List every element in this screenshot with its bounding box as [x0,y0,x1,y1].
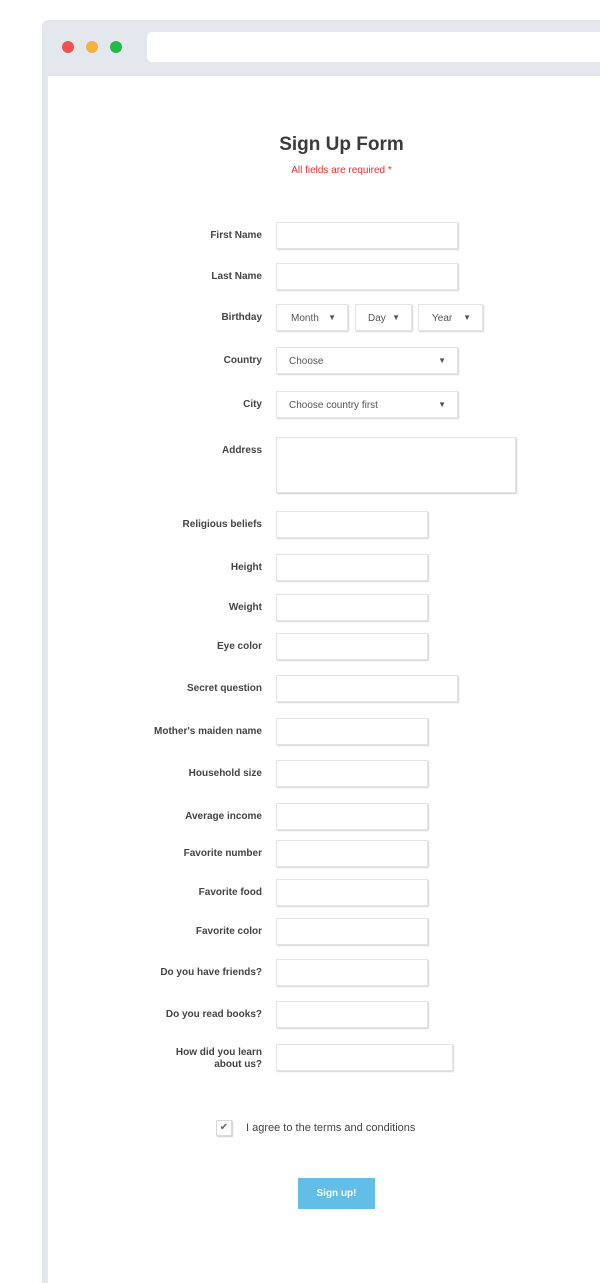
first-name-input[interactable] [276,222,458,249]
average-income-label: Average income [185,811,262,822]
mothers-maiden-name-label: Mother's maiden name [154,726,262,737]
city-label: City [243,399,262,410]
country-value: Choose [289,356,324,367]
learn-about-us-label-line1: How did you learn [175,1047,262,1058]
close-window-button[interactable] [62,41,74,53]
weight-label: Weight [228,602,262,613]
books-input[interactable] [276,1001,428,1028]
chevron-down-icon: ▼ [438,356,446,365]
check-icon: ✔ [219,1122,229,1133]
terms-checkbox[interactable] [216,1120,232,1136]
maximize-window-button[interactable] [110,41,122,53]
terms-label[interactable]: I agree to the terms and conditions [246,1122,416,1134]
address-bar[interactable] [147,32,600,62]
birthday-day-select[interactable] [355,304,412,331]
last-name-label: Last Name [211,271,262,282]
last-name-input[interactable] [276,263,458,290]
favorite-color-input[interactable] [276,918,428,945]
birthday-label: Birthday [221,312,262,323]
country-label: Country [223,355,262,366]
birthday-year-value: Year [432,313,453,324]
religious-beliefs-label: Religious beliefs [182,519,262,530]
required-note: All fields are required * [291,165,392,176]
first-name-label: First Name [210,230,262,241]
household-size-input[interactable] [276,760,428,787]
favorite-color-label: Favorite color [195,926,262,937]
household-size-label: Household size [188,768,262,779]
city-select[interactable] [276,391,458,418]
city-value: Choose country first [289,400,378,411]
height-input[interactable] [276,554,428,581]
chevron-down-icon: ▼ [392,313,400,322]
eye-color-input[interactable] [276,633,428,660]
secret-question-label: Secret question [186,683,262,694]
birthday-month-select[interactable] [276,304,348,331]
country-select[interactable] [276,347,458,374]
friends-label: Do you have friends? [160,967,262,978]
chevron-down-icon: ▼ [328,313,336,322]
minimize-window-button[interactable] [86,41,98,53]
learn-about-us-label [176,1047,262,1071]
birthday-month-value: Month [291,313,319,324]
learn-about-us-input[interactable] [276,1044,453,1071]
page-title: Sign Up Form [279,134,404,155]
secret-question-input[interactable] [276,675,458,702]
books-label: Do you read books? [165,1009,262,1020]
average-income-input[interactable] [276,803,428,830]
favorite-number-label: Favorite number [183,848,262,859]
favorite-food-input[interactable] [276,879,428,906]
friends-input[interactable] [276,959,428,986]
favorite-number-input[interactable] [276,840,428,867]
chevron-down-icon: ▼ [463,313,471,322]
birthday-day-value: Day [368,313,386,324]
learn-about-us-label-line2: about us? [214,1059,262,1070]
address-label: Address [221,445,262,456]
weight-input[interactable] [276,594,428,621]
height-label: Height [230,562,262,573]
birthday-year-select[interactable] [418,304,483,331]
eye-color-label: Eye color [216,641,262,652]
religious-beliefs-input[interactable] [276,511,428,538]
address-textarea[interactable] [276,437,516,493]
signup-button[interactable]: Sign up! [298,1178,375,1209]
browser-titlebar [42,20,600,76]
mothers-maiden-name-input[interactable] [276,718,428,745]
favorite-food-label: Favorite food [198,887,262,898]
chevron-down-icon: ▼ [438,400,446,409]
